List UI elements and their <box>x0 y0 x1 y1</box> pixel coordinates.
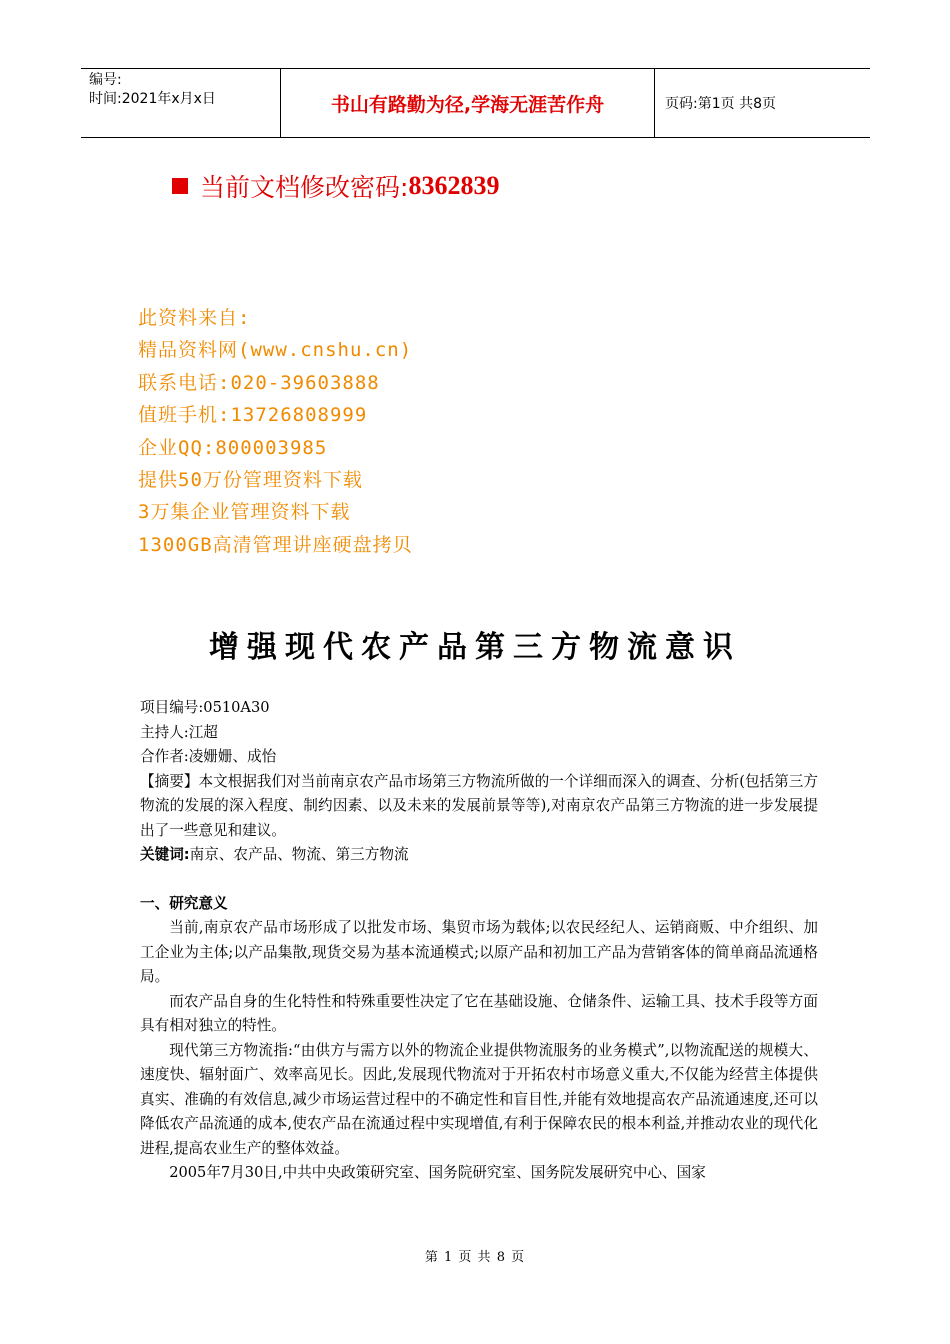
source-line: 值班手机:13726808999 <box>138 404 368 427</box>
time-label: 时间:2021年x月x日 <box>89 91 216 107</box>
source-line: 精品资料网(www.cnshu.cn) <box>138 339 413 362</box>
document-body <box>140 696 818 1186</box>
source-line: 联系电话:020-39603888 <box>138 371 380 394</box>
host: 主持人:江超 <box>140 723 218 741</box>
paragraph: 现代第三方物流指:“由供方与需方以外的物流企业提供物流服务的业务模式”,以物流配送的规模大、速度快、辐射面广、效率高见长。因此,发展现代物流对于开拓农村市场意义重大,不仅能为经营主体提供真实、准确的有效信息,减少市场运营过程中的不确定性和盲目性,并能有效地提高农产品流通速度,还可以降低农产品流通的成本,使农产品在流通过程中实现增值,有利于保障农民的根本利益,并推动农业的现代化进程,提高农业生产的整体效益。 <box>140 1041 818 1157</box>
red-square-icon <box>172 178 188 194</box>
header-page-info: 页码:第1页 共8页 <box>665 96 776 112</box>
keywords-label: 关键词: <box>140 846 190 863</box>
password-label: 当前文档修改密码: <box>200 173 409 202</box>
paragraph: 2005年7月30日,中共中央政策研究室、国务院研究室、国务院发展研究中心、国家 <box>169 1164 706 1181</box>
number-label: 编号: <box>89 72 122 88</box>
document-title: 增强现代农产品第三方物流意识 <box>209 630 741 665</box>
source-line: 企业QQ:800003985 <box>138 436 328 459</box>
keywords-value: 南京、农产品、物流、第三方物流 <box>189 846 409 863</box>
source-line: 提供50万份管理资料下载 <box>138 469 363 492</box>
source-line: 1300GB高清管理讲座硬盘拷贝 <box>138 533 413 556</box>
project-number: 项目编号:0510A30 <box>140 699 270 716</box>
paragraph: 而农产品自身的生化特性和特殊重要性决定了它在基础设施、仓储条件、运输工具、技术手段等方面具有相对独立的特性。 <box>140 992 818 1034</box>
page-header <box>81 68 870 138</box>
section-title: 一、研究意义 <box>140 894 228 912</box>
collaborators: 合作者:凌姗姗、成怡 <box>140 748 277 765</box>
source-line: 3万集企业管理资料下载 <box>138 501 351 524</box>
abstract: 【摘要】本文根据我们对当前南京农产品市场第三方物流所做的一个详细而深入的调查、分析(包括第三方物流的发展的深入程度、制约因素、以及未来的发展前景等等),对南京农产品第三方物流的进一步发展提出了一些意见和建议。 <box>140 772 818 839</box>
header-motto: 书山有路勤为径,学海无涯苦作舟 <box>281 69 655 137</box>
source-line: 此资料来自: <box>138 307 251 329</box>
source-info <box>138 302 413 561</box>
keywords <box>140 843 818 868</box>
password-code: 8362839 <box>408 171 500 200</box>
page-footer: 第 1 页 共 8 页 <box>424 1250 526 1265</box>
paragraph: 当前,南京农产品市场形成了以批发市场、集贸市场为载体;以农民经纪人、运销商贩、中介组织、加工企业为主体;以产品集散,现货交易为基本流通模式;以原产品和初加工产品为营销客体的简单商品流通格局。 <box>140 919 818 985</box>
password-notice <box>172 168 499 204</box>
header-meta <box>81 69 281 137</box>
